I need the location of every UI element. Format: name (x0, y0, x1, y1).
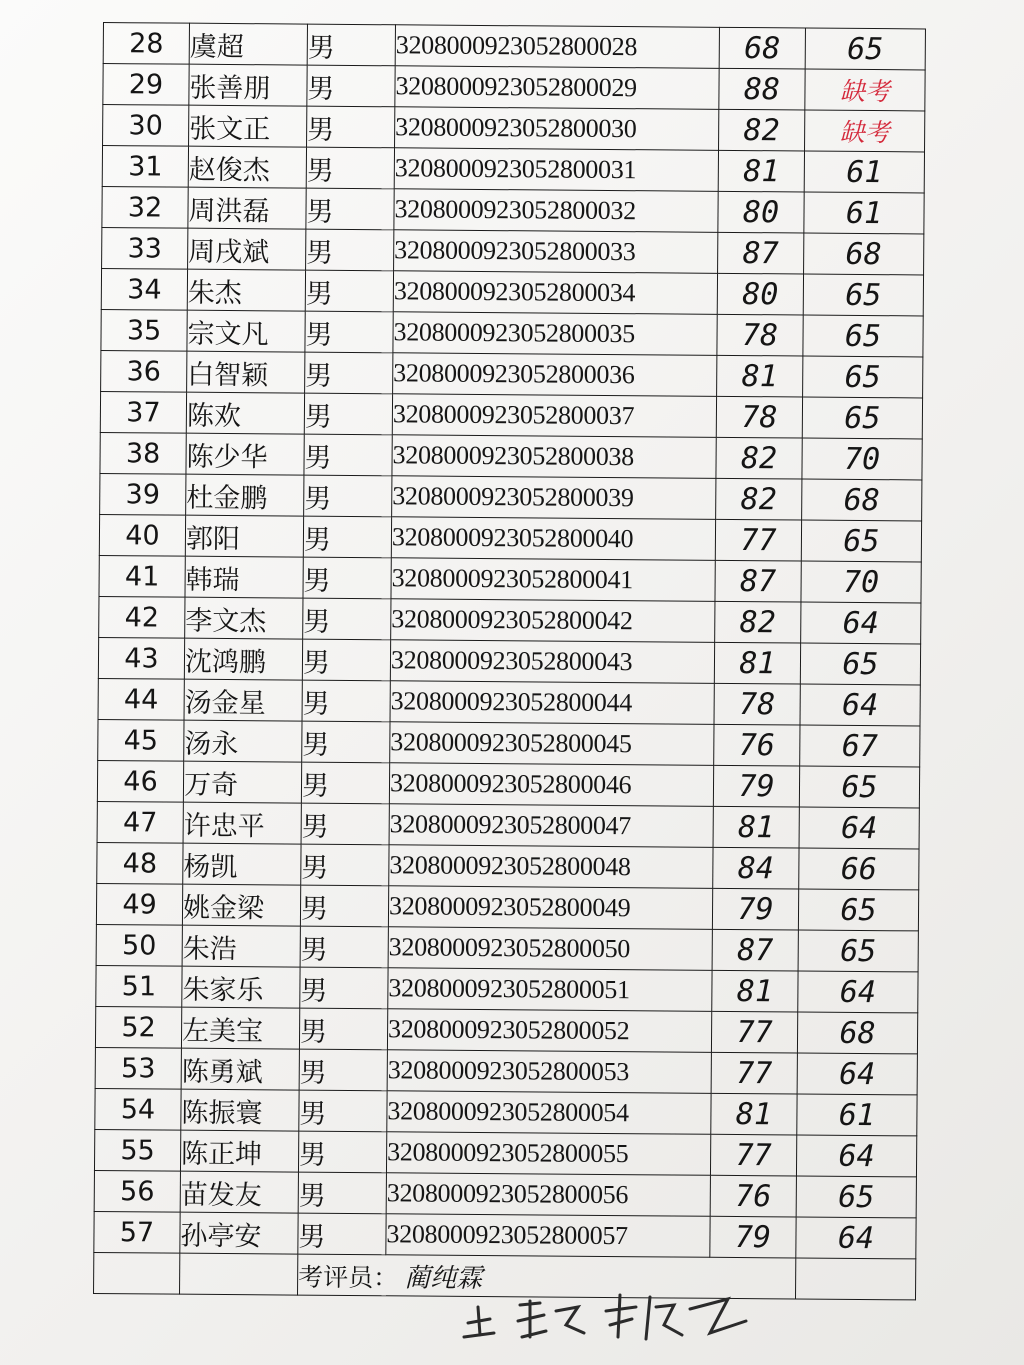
table-row (103, 64, 925, 111)
practical-score: 65 (798, 930, 918, 972)
candidate-id: 3208000923052800057 (386, 1214, 710, 1258)
theory-score: 76 (710, 1175, 796, 1217)
table-row (102, 186, 924, 233)
theory-score: 77 (711, 1052, 797, 1094)
row-number: 55 (94, 1129, 180, 1171)
student-name: 陈少华 (186, 433, 304, 475)
student-name: 陈振寰 (181, 1089, 299, 1131)
table-row (95, 1047, 917, 1094)
row-number: 57 (94, 1211, 180, 1253)
theory-score: 77 (710, 1134, 796, 1176)
candidate-id: 3208000923052800037 (392, 394, 716, 438)
theory-score: 81 (714, 642, 800, 684)
practical-score: 68 (804, 233, 924, 275)
gender: 男 (302, 680, 390, 722)
gender: 男 (299, 1090, 387, 1132)
table-row (100, 391, 922, 438)
row-number: 28 (103, 23, 189, 65)
row-number: 37 (100, 391, 186, 433)
gender: 男 (302, 721, 390, 763)
theory-score: 81 (713, 806, 799, 848)
gender: 男 (303, 516, 391, 558)
theory-score: 78 (717, 314, 803, 356)
student-name: 汤金星 (184, 679, 302, 721)
student-name: 姚金梁 (182, 884, 300, 926)
evaluator-signature: 蔺纯霖 (404, 1262, 483, 1294)
row-number: 48 (97, 842, 183, 884)
table-row (101, 268, 923, 315)
row-number: 29 (103, 64, 189, 106)
practical-score: 65 (803, 315, 923, 357)
practical-score: 64 (796, 1217, 916, 1259)
row-number: 39 (100, 473, 186, 515)
practical-score: 70 (802, 438, 922, 480)
gender: 男 (306, 147, 394, 189)
theory-score: 77 (711, 1011, 797, 1053)
candidate-id: 3208000923052800029 (395, 66, 719, 110)
student-name: 朱浩 (182, 925, 300, 967)
row-number: 33 (102, 227, 188, 269)
theory-score: 82 (716, 437, 802, 479)
practical-score: 65 (799, 766, 919, 808)
candidate-id: 3208000923052800040 (391, 517, 715, 561)
student-name: 孙亭安 (180, 1212, 298, 1254)
practical-score: 缺考 (805, 69, 925, 111)
practical-score: 64 (801, 602, 921, 644)
student-name: 宗文凡 (187, 310, 305, 352)
gender: 男 (303, 557, 391, 599)
table-row (103, 23, 925, 70)
table-row (98, 719, 920, 766)
theory-score: 82 (716, 478, 802, 520)
practical-score: 65 (802, 397, 922, 439)
student-name: 虞超 (189, 23, 307, 65)
row-number: 50 (96, 924, 182, 966)
row-number: 53 (95, 1047, 181, 1089)
gender: 男 (301, 762, 389, 804)
gender: 男 (307, 24, 395, 66)
table-row (100, 473, 922, 520)
student-name: 陈欢 (186, 392, 304, 434)
practical-score: 61 (797, 1094, 917, 1136)
student-name: 白智颖 (187, 351, 305, 393)
table-row (101, 350, 923, 397)
practical-score: 66 (799, 848, 919, 890)
student-name: 韩瑞 (185, 556, 303, 598)
row-number: 41 (99, 555, 185, 597)
row-number: 36 (101, 350, 187, 392)
table-row (95, 1006, 917, 1053)
student-name: 赵俊杰 (188, 146, 306, 188)
row-number: 45 (98, 719, 184, 761)
theory-score: 76 (714, 724, 800, 766)
row-number: 51 (96, 965, 182, 1007)
footer-empty-cell (795, 1258, 915, 1300)
student-name: 沈鸿鹏 (184, 638, 302, 680)
candidate-id: 3208000923052800044 (390, 681, 714, 725)
row-number: 30 (103, 105, 189, 147)
gender: 男 (299, 1008, 387, 1050)
table-row (101, 309, 923, 356)
theory-score: 81 (711, 1093, 797, 1135)
row-number: 32 (102, 186, 188, 228)
student-name: 左美宝 (181, 1007, 299, 1049)
theory-score: 68 (719, 27, 805, 69)
row-number: 38 (100, 432, 186, 474)
row-number: 42 (99, 596, 185, 638)
student-name: 朱家乐 (182, 966, 300, 1008)
candidate-id: 3208000923052800028 (395, 25, 719, 69)
evaluator-label: 考评员： (298, 1262, 399, 1292)
candidate-id: 3208000923052800033 (394, 230, 718, 274)
row-number: 56 (94, 1170, 180, 1212)
practical-score: 61 (804, 151, 924, 193)
gender: 男 (305, 352, 393, 394)
gender: 男 (300, 885, 388, 927)
practical-score: 65 (798, 889, 918, 931)
practical-score: 61 (804, 192, 924, 234)
candidate-id: 3208000923052800034 (393, 271, 717, 315)
practical-score: 68 (797, 1012, 917, 1054)
student-name: 陈勇斌 (181, 1048, 299, 1090)
candidate-id: 3208000923052800056 (386, 1173, 710, 1217)
table-row (98, 678, 920, 725)
candidate-id: 3208000923052800051 (388, 968, 712, 1012)
gender: 男 (305, 270, 393, 312)
gender: 男 (305, 311, 393, 353)
student-name: 苗发友 (180, 1171, 298, 1213)
table-row (99, 555, 921, 602)
candidate-id: 3208000923052800032 (394, 189, 718, 233)
theory-score: 82 (715, 601, 801, 643)
candidate-id: 3208000923052800050 (388, 927, 712, 971)
gender: 男 (298, 1131, 386, 1173)
theory-score: 87 (712, 929, 798, 971)
gender: 男 (298, 1172, 386, 1214)
practical-score: 64 (796, 1135, 916, 1177)
theory-score: 84 (713, 847, 799, 889)
candidate-id: 3208000923052800030 (395, 107, 719, 151)
candidate-id: 3208000923052800035 (393, 312, 717, 356)
table-row (96, 883, 918, 930)
candidate-id: 3208000923052800042 (391, 599, 715, 643)
gender: 男 (303, 598, 391, 640)
practical-score: 65 (803, 274, 923, 316)
student-name: 万奇 (183, 761, 301, 803)
row-number: 40 (99, 514, 185, 556)
practical-score: 65 (803, 356, 923, 398)
row-number: 52 (95, 1006, 181, 1048)
gender: 男 (299, 1049, 387, 1091)
gender: 男 (304, 475, 392, 517)
candidate-id: 3208000923052800055 (386, 1132, 710, 1176)
theory-score: 87 (718, 232, 804, 274)
row-number: 47 (97, 801, 183, 843)
table-row (94, 1211, 916, 1258)
row-number: 35 (101, 309, 187, 351)
candidate-id: 3208000923052800031 (394, 148, 718, 192)
table-row (99, 514, 921, 561)
student-name: 汤永 (184, 720, 302, 762)
score-table (93, 22, 926, 1300)
row-number: 43 (98, 637, 184, 679)
table-row (102, 146, 924, 193)
theory-score: 81 (718, 150, 804, 192)
table-row (102, 227, 924, 274)
table-row (100, 432, 922, 479)
footer-empty-cell (180, 1253, 298, 1295)
student-name: 杨凯 (183, 843, 301, 885)
student-name: 郭阳 (185, 515, 303, 557)
student-name: 杜金鹏 (186, 474, 304, 516)
table-row (103, 105, 925, 152)
theory-score: 78 (716, 396, 802, 438)
table-row (94, 1170, 916, 1217)
student-name: 周戌斌 (188, 228, 306, 270)
theory-score: 82 (719, 109, 805, 151)
candidate-id: 3208000923052800038 (392, 435, 716, 479)
gender: 男 (306, 229, 394, 271)
theory-score: 81 (712, 970, 798, 1012)
theory-score: 87 (715, 560, 801, 602)
table-row (97, 801, 919, 848)
row-number: 54 (95, 1088, 181, 1130)
candidate-id: 3208000923052800046 (389, 763, 713, 807)
gender: 男 (301, 803, 389, 845)
table-row (97, 760, 919, 807)
gender: 男 (307, 106, 395, 148)
table-row (97, 842, 919, 889)
practical-score: 64 (799, 807, 919, 849)
student-name: 张善朋 (189, 64, 307, 106)
practical-score: 65 (801, 520, 921, 562)
practical-score: 65 (796, 1176, 916, 1218)
table-row (96, 924, 918, 971)
gender: 男 (301, 844, 389, 886)
gender: 男 (307, 65, 395, 107)
practical-score: 70 (801, 561, 921, 603)
student-name: 许忠平 (183, 802, 301, 844)
practical-score: 68 (802, 479, 922, 521)
table-row (99, 596, 921, 643)
row-number: 31 (102, 146, 188, 188)
gender: 男 (300, 926, 388, 968)
gender: 男 (304, 393, 392, 435)
row-number: 34 (101, 268, 187, 310)
theory-score: 80 (717, 273, 803, 315)
theory-score: 79 (713, 765, 799, 807)
footer-empty-cell (94, 1252, 180, 1294)
candidate-id: 3208000923052800054 (387, 1091, 711, 1135)
candidate-id: 3208000923052800053 (387, 1050, 711, 1094)
practical-score: 65 (805, 28, 925, 70)
practical-score: 64 (797, 1053, 917, 1095)
candidate-id: 3208000923052800036 (393, 353, 717, 397)
row-number: 49 (96, 883, 182, 925)
student-name: 朱杰 (187, 269, 305, 311)
student-name: 李文杰 (185, 597, 303, 639)
theory-score: 79 (710, 1216, 796, 1258)
candidate-id: 3208000923052800048 (389, 845, 713, 889)
table-row (94, 1129, 916, 1176)
student-name: 陈正坤 (180, 1130, 298, 1172)
practical-score: 65 (800, 643, 920, 685)
candidate-id: 3208000923052800039 (392, 476, 716, 520)
row-number: 44 (98, 678, 184, 720)
row-number: 46 (97, 760, 183, 802)
practical-score: 64 (798, 971, 918, 1013)
table-row (96, 965, 918, 1012)
gender: 男 (298, 1213, 386, 1255)
candidate-id: 3208000923052800052 (387, 1009, 711, 1053)
table-row (98, 637, 920, 684)
gender: 男 (300, 967, 388, 1009)
practical-score: 缺考 (805, 110, 925, 152)
theory-score: 81 (717, 355, 803, 397)
candidate-id: 3208000923052800045 (390, 722, 714, 766)
theory-score: 80 (718, 191, 804, 233)
theory-score: 78 (714, 683, 800, 725)
candidate-id: 3208000923052800041 (391, 558, 715, 602)
practical-score: 67 (800, 725, 920, 767)
score-table-body (94, 23, 926, 1259)
student-name: 周洪磊 (188, 187, 306, 229)
gender: 男 (306, 188, 394, 230)
theory-score: 77 (715, 519, 801, 561)
candidate-id: 3208000923052800043 (390, 640, 714, 684)
student-name: 张文正 (189, 105, 307, 147)
theory-score: 88 (719, 68, 805, 110)
gender: 男 (302, 639, 390, 681)
gender: 男 (304, 434, 392, 476)
candidate-id: 3208000923052800049 (388, 886, 712, 930)
table-row (95, 1088, 917, 1135)
theory-score: 79 (712, 888, 798, 930)
practical-score: 64 (800, 684, 920, 726)
candidate-id: 3208000923052800047 (389, 804, 713, 848)
